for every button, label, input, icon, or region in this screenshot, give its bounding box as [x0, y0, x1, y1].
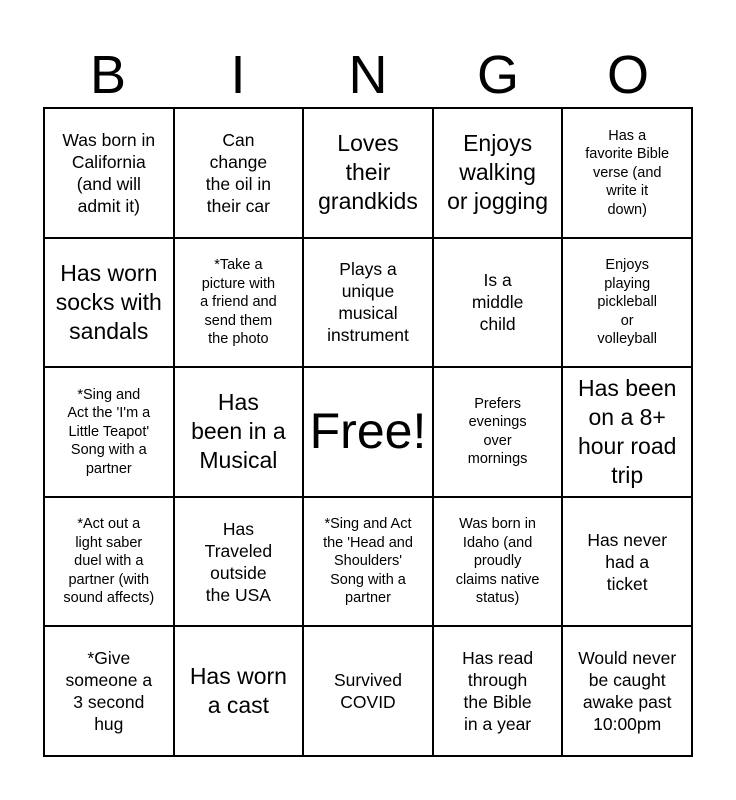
- bingo-cell-text: Has worn socks with sandals: [55, 259, 162, 344]
- bingo-cell-r1-c3[interactable]: [304, 109, 434, 239]
- bingo-cell-r1-c2[interactable]: [175, 109, 305, 239]
- bingo-cell-r1-c5[interactable]: [563, 109, 693, 239]
- bingo-cell-text: Was born in California (and will admit it): [62, 129, 156, 216]
- bingo-cell-text: Survived COVID: [333, 670, 403, 713]
- bingo-cell-r2-c4[interactable]: [434, 239, 564, 369]
- bingo-cell-r3-c4[interactable]: [434, 368, 564, 498]
- bingo-header: [43, 44, 693, 106]
- bingo-cell-r1-c1[interactable]: [45, 109, 175, 239]
- bingo-cell-text: Has Traveled outside the USA: [204, 518, 273, 605]
- bingo-cell-text: Has been in a Musical: [191, 389, 286, 474]
- bingo-cell-text: Loves their grandkids: [318, 130, 418, 215]
- bingo-cell-r2-c5[interactable]: [563, 239, 693, 369]
- bingo-cell-text: Has read through the Bible in a year: [462, 648, 534, 735]
- bingo-cell-text: Free!: [309, 403, 427, 460]
- bingo-cell-text: Plays a unique musical instrument: [327, 259, 409, 346]
- bingo-cell-r2-c2[interactable]: [175, 239, 305, 369]
- bingo-cell-r3-c1[interactable]: [45, 368, 175, 498]
- bingo-cell-r5-c3[interactable]: [304, 627, 434, 757]
- bingo-cell-text: Has been on a 8+ hour road trip: [577, 375, 677, 488]
- bingo-cell-text: *Take a picture with a friend and send them the photo: [200, 257, 277, 348]
- bingo-cell-text: *Sing and Act the 'Head and Shoulders' Song with a partner: [323, 516, 413, 607]
- bingo-cell-r4-c5[interactable]: [563, 498, 693, 628]
- bingo-cell-text: Has never had a ticket: [587, 529, 668, 594]
- bingo-cell-r3-c5[interactable]: [563, 368, 693, 498]
- bingo-cell-text: Can change the oil in their car: [205, 129, 271, 216]
- bingo-cell-text: Has worn a cast: [189, 663, 287, 719]
- bingo-cell-text: Enjoys walking or jogging: [447, 130, 549, 215]
- bingo-cell-r3-c2[interactable]: [175, 368, 305, 498]
- bingo-cell-text: Would never be caught awake past 10:00pm: [578, 648, 677, 735]
- free-space-cell[interactable]: [304, 368, 434, 498]
- bingo-cell-text: *Act out a light saber duel with a partner (with sound affects): [63, 516, 155, 607]
- bingo-cell-r4-c3[interactable]: [304, 498, 434, 628]
- header-letter-n: N: [348, 45, 388, 105]
- bingo-cell-r5-c1[interactable]: [45, 627, 175, 757]
- bingo-board: [43, 107, 693, 757]
- bingo-cell-r4-c1[interactable]: [45, 498, 175, 628]
- bingo-cell-text: *Sing and Act the 'I'm a Little Teapot' Song with a partner: [67, 386, 151, 477]
- header-letter-o: O: [606, 45, 649, 105]
- bingo-cell-text: Has a favorite Bible verse (and write it down): [585, 127, 670, 218]
- bingo-cell-r1-c4[interactable]: [434, 109, 564, 239]
- bingo-cell-r5-c4[interactable]: [434, 627, 564, 757]
- bingo-cell-r4-c2[interactable]: [175, 498, 305, 628]
- bingo-cell-text: Was born in Idaho (and proudly claims native status): [455, 516, 540, 607]
- bingo-cell-text: *Give someone a 3 second hug: [65, 648, 153, 735]
- bingo-cell-text: Prefers evenings over mornings: [467, 395, 528, 468]
- bingo-cell-r2-c3[interactable]: [304, 239, 434, 369]
- bingo-cell-r5-c2[interactable]: [175, 627, 305, 757]
- bingo-cell-text: Is a middle child: [471, 270, 524, 335]
- bingo-cell-r5-c5[interactable]: [563, 627, 693, 757]
- header-letter-g: G: [476, 45, 519, 105]
- bingo-cell-r4-c4[interactable]: [434, 498, 564, 628]
- bingo-cell-r2-c1[interactable]: [45, 239, 175, 369]
- header-letter-i: I: [230, 45, 246, 105]
- bingo-cell-text: Enjoys playing pickleball or volleyball: [597, 257, 658, 348]
- header-letter-b: B: [89, 45, 127, 105]
